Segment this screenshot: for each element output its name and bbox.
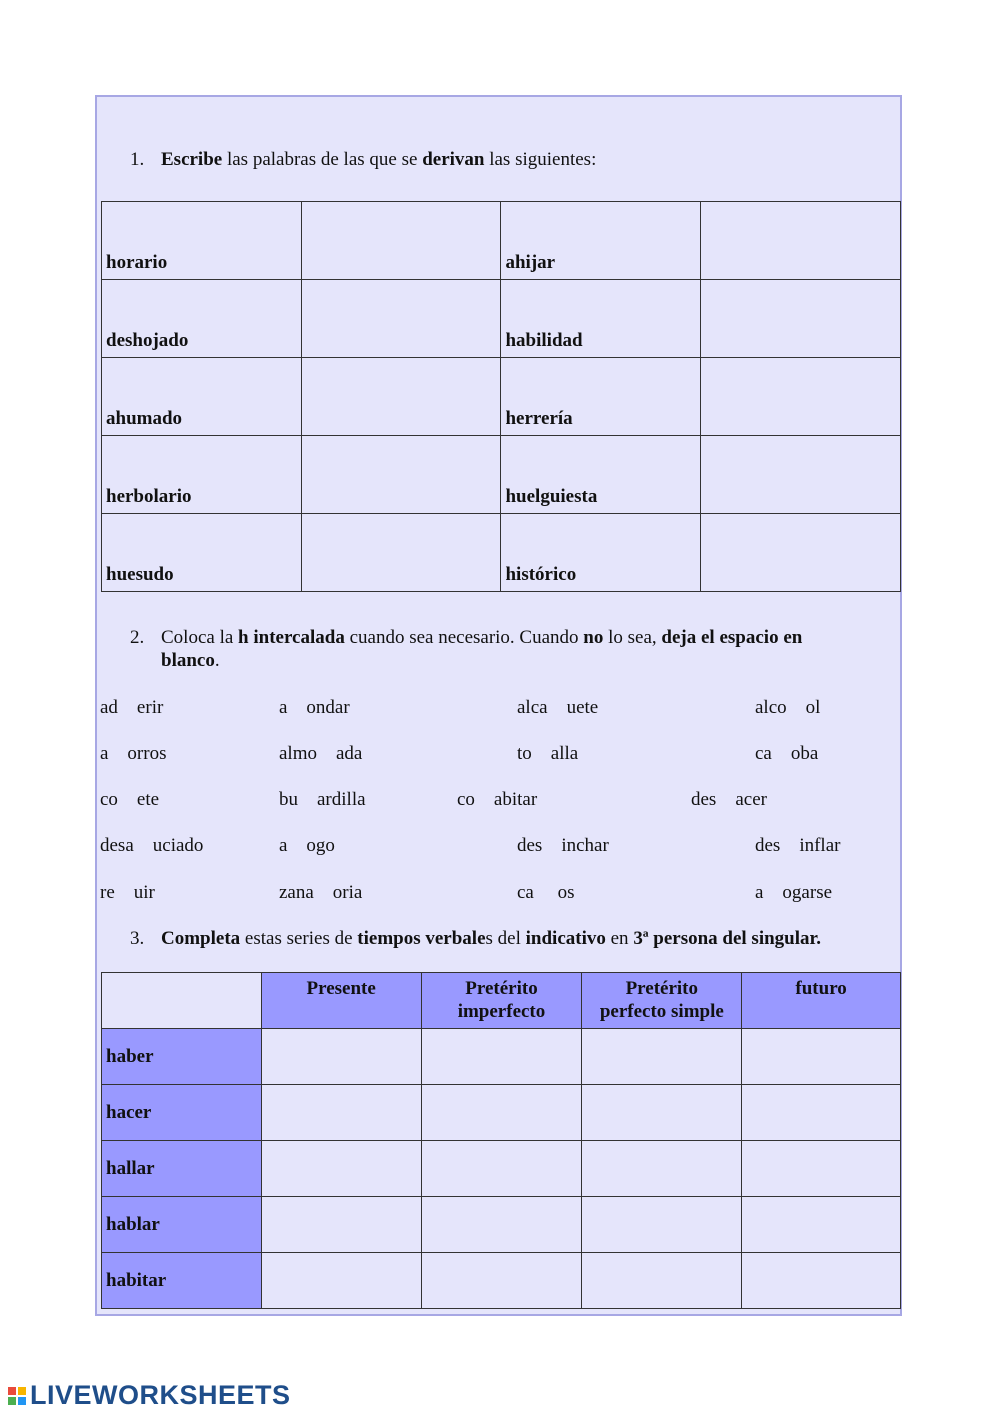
table-row [102,1085,901,1141]
question-3 [130,927,900,951]
word-cell: deshojado [102,280,302,358]
answer-cell[interactable] [301,202,501,280]
fill-in-word[interactable]: zana oria [279,882,363,903]
table-row [102,1029,901,1085]
fill-in-word[interactable]: bu ardilla [279,789,366,810]
column-header: Pretérito imperfecto [421,973,582,1029]
fill-in-word[interactable]: re uir [100,882,155,903]
table-row [102,1197,901,1253]
liveworksheets-logo[interactable] [8,1380,291,1411]
column-header: Pretérito perfecto simple [582,973,742,1029]
word-cell: herbolario [102,436,302,514]
answer-cell[interactable] [742,1141,901,1197]
table-row [102,1141,901,1197]
answer-cell[interactable] [701,202,901,280]
table-row [102,436,901,514]
table-row [102,514,901,592]
answer-cell[interactable] [582,1029,742,1085]
answer-cell[interactable] [421,1253,582,1309]
word-cell: horario [102,202,302,280]
word-cell: habilidad [501,280,701,358]
word-cell: ahumado [102,358,302,436]
answer-cell[interactable] [742,1253,901,1309]
fill-in-word[interactable]: co abitar [457,789,538,810]
fill-in-word[interactable]: co ete [100,789,160,810]
answer-cell[interactable] [742,1085,901,1141]
verb-cell: hacer [102,1085,262,1141]
verb-tense-table [101,972,901,1309]
answer-cell[interactable] [301,514,501,592]
logo-square-green [8,1397,16,1405]
answer-cell[interactable] [742,1029,901,1085]
answer-cell[interactable] [701,436,901,514]
answer-cell[interactable] [421,1141,582,1197]
word-cell: herrería [501,358,701,436]
word-cell: ahijar [501,202,701,280]
fill-in-word[interactable]: des inchar [517,835,609,856]
fill-in-word[interactable]: almo ada [279,743,363,764]
fill-in-word[interactable]: ad erir [100,697,164,718]
answer-cell[interactable] [261,1085,421,1141]
answer-cell[interactable] [701,514,901,592]
fill-in-row [100,788,900,812]
fill-in-row [100,696,900,720]
fill-in-row [100,742,900,766]
answer-cell[interactable] [701,358,901,436]
answer-cell[interactable] [582,1141,742,1197]
question-text: Escribe las palabras de las que se derivan las siguientes: [161,149,597,170]
word-cell: huelguiesta [501,436,701,514]
answer-cell[interactable] [301,436,501,514]
logo-square-yellow [18,1387,26,1395]
verb-cell: habitar [102,1253,262,1309]
fill-in-word[interactable]: alca uete [517,697,599,718]
answer-cell[interactable] [301,358,501,436]
logo-grid-icon [8,1387,26,1405]
table-row [102,1253,901,1309]
question-text: Coloca la h intercalada cuando sea necesario. Cuando no lo sea, deja el espacio en blanco. [161,627,803,671]
word-cell: histórico [501,514,701,592]
fill-in-word[interactable]: des acer [691,789,767,810]
fill-in-word[interactable]: alco ol [755,697,821,718]
word-cell: huesudo [102,514,302,592]
answer-cell[interactable] [261,1029,421,1085]
fill-in-word[interactable]: to alla [517,743,579,764]
answer-cell[interactable] [701,280,901,358]
table-row [102,202,901,280]
derivation-table [101,201,901,592]
question-1 [130,148,890,172]
question-text: Completa estas series de tiempos verbales del indicativo en 3ª persona del singular. [161,928,821,949]
answer-cell[interactable] [261,1197,421,1253]
fill-in-word[interactable]: a ondar [279,697,350,718]
answer-cell[interactable] [582,1253,742,1309]
question-number: 1. [130,149,145,170]
fill-in-word[interactable]: a ogo [279,835,335,856]
worksheet-frame [95,95,902,1316]
fill-in-word[interactable]: a orros [100,743,167,764]
logo-text: LIVEWORKSHEETS [30,1380,291,1410]
answer-cell[interactable] [421,1085,582,1141]
fill-in-row [100,881,900,905]
verb-cell: haber [102,1029,262,1085]
table-header-row [102,973,901,1029]
answer-cell[interactable] [421,1029,582,1085]
answer-cell[interactable] [742,1197,901,1253]
column-header: Presente [261,973,421,1029]
table-row [102,280,901,358]
logo-square-red [8,1387,16,1395]
column-header: futuro [742,973,901,1029]
fill-in-word[interactable]: ca oba [755,743,819,764]
question-number: 2. [130,627,145,648]
logo-square-blue [18,1397,26,1405]
answer-cell[interactable] [261,1253,421,1309]
corner-cell [102,973,262,1029]
fill-in-row [100,834,900,858]
fill-in-word[interactable]: ca os [517,882,575,903]
answer-cell[interactable] [582,1197,742,1253]
answer-cell[interactable] [301,280,501,358]
answer-cell[interactable] [261,1141,421,1197]
answer-cell[interactable] [582,1085,742,1141]
fill-in-word[interactable]: des inflar [755,835,841,856]
fill-in-word[interactable]: a ogarse [755,882,833,903]
table-row [102,358,901,436]
fill-in-word[interactable]: desa uciado [100,835,204,856]
verb-cell: hallar [102,1141,262,1197]
verb-cell: hablar [102,1197,262,1253]
answer-cell[interactable] [421,1197,582,1253]
question-2 [130,626,890,674]
question-number: 3. [130,928,145,949]
